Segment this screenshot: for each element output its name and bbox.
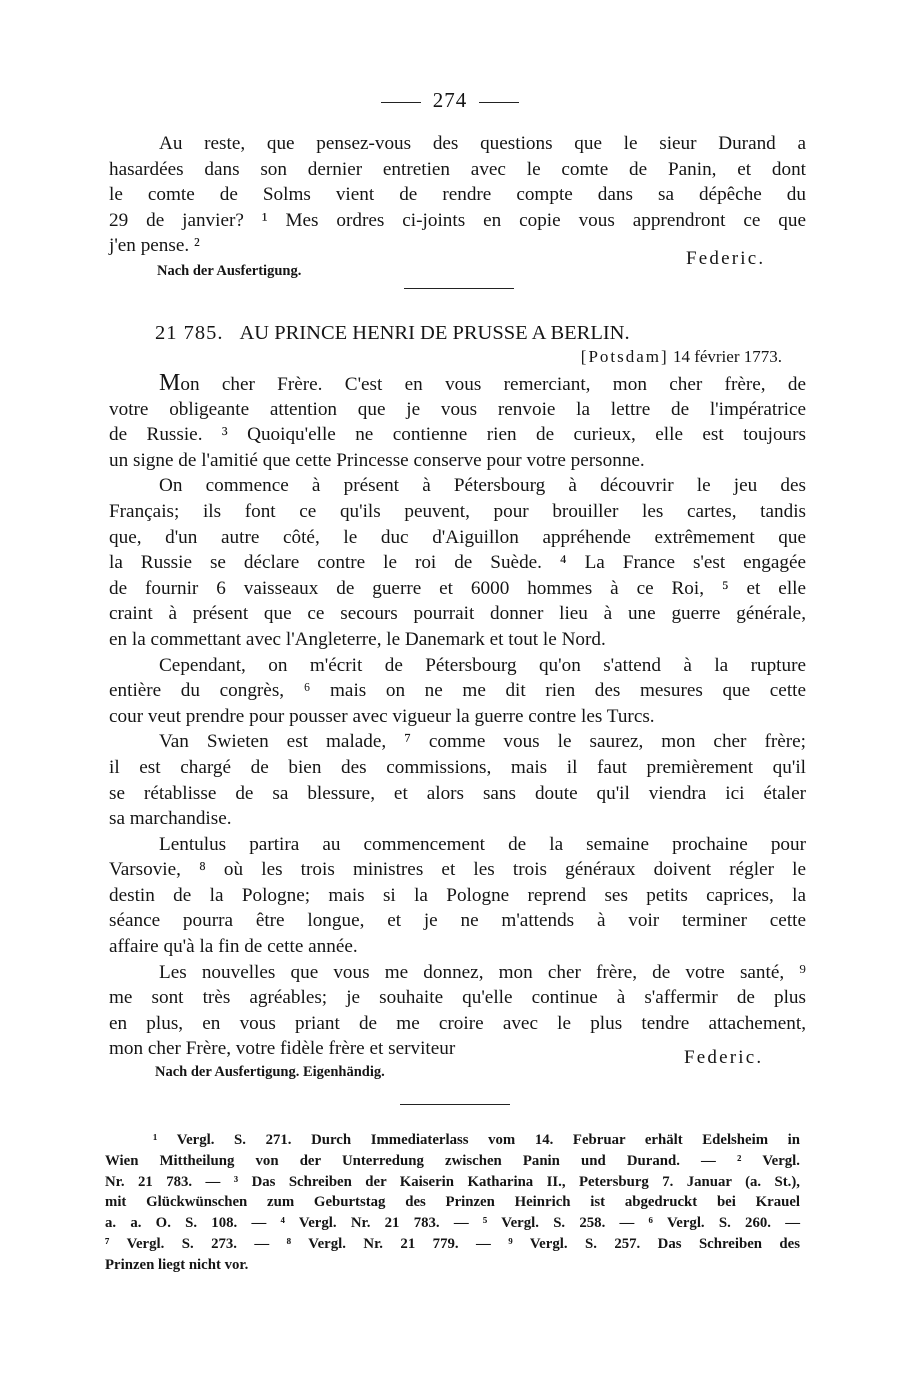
text-line: séance pourra être longue, et je ne m'attends à voir terminer cette bbox=[109, 910, 806, 932]
text-line: 29 de janvier? ¹ Mes ordres ci-joints en copie vous apprendront ce que bbox=[109, 209, 806, 231]
footnote-line: Wien Mittheilung von der Unterredung zwischen Panin und Durand. — ² Vergl. bbox=[105, 1152, 800, 1169]
footnote-line: ¹ Vergl. S. 271. Durch Immediaterlass vom 14. Februar erhält Edelsheim in bbox=[153, 1132, 800, 1148]
text-line: un signe de l'amitié que cette Princesse conserve pour votre personne. bbox=[109, 449, 645, 471]
letter-2-body bbox=[109, 371, 806, 1062]
text-line: affaire qu'à la fin de cette année. bbox=[109, 936, 358, 958]
letter-2-source-note: Nach der Ausfertigung. Eigenhändig. bbox=[155, 1064, 385, 1080]
footnote-line: ⁷ Vergl. S. 273. — ⁸ Vergl. Nr. 21 779. — ⁹ Vergl. S. 257. Das Schreiben des bbox=[105, 1235, 800, 1252]
text-line: cour veut prendre pour pousser avec vigueur la guerre contre les Turcs. bbox=[109, 705, 655, 727]
date: 14 février 1773. bbox=[672, 347, 782, 366]
text-line: il est chargé de bien des commissions, mais il faut premièrement qu'il bbox=[109, 756, 806, 778]
text-line: de Russie. ³ Quoiqu'elle ne contienne rien de curieux, elle est toujours bbox=[109, 424, 806, 446]
letter-number: 21 785. bbox=[155, 322, 224, 344]
text-line: On commence à présent à Pétersbourg à découvrir le jeu des bbox=[159, 475, 806, 497]
text-line: hasardées dans son dernier entretien avec le comte de Panin, et dont bbox=[109, 158, 806, 180]
footnote-divider bbox=[400, 1104, 510, 1105]
text-line: la Russie se déclare contre le roi de Suède. ⁴ La France s'est engagée bbox=[109, 552, 806, 574]
salutation-initial: M bbox=[159, 370, 181, 396]
text-line: entière du congrès, ⁶ mais on ne me dit rien des mesures que cette bbox=[109, 680, 806, 702]
letter-1-signature: Federic. bbox=[686, 248, 766, 269]
text-line: votre obligeante attention que je vous renvoie la lettre de l'impératrice bbox=[109, 398, 806, 420]
letter-1-body bbox=[109, 131, 806, 259]
letter-2-heading bbox=[155, 322, 630, 345]
text-line: me sont très agréables; je souhaite qu'elle continue à s'affermir de plus bbox=[109, 987, 806, 1009]
text-line: se rétablisse de sa blessure, et alors sans doute qu'il viendra ici étaler bbox=[109, 782, 806, 804]
text-line: de fournir 6 vaisseaux de guerre et 6000 hommes à ce Roi, ⁵ et elle bbox=[109, 577, 806, 599]
text-line-rest: on cher Frère. C'est en vous remerciant, mon cher frère, de bbox=[180, 374, 806, 395]
text-line: Français; ils font ce qu'ils peuvent, pour brouiller les cartes, tandis bbox=[109, 500, 806, 522]
footnote-line: Nr. 21 783. — ³ Das Schreiben der Kaiserin Katharina II., Petersburg 7. Januar (a. St.), bbox=[105, 1173, 800, 1190]
text-line: en plus, en vous priant de me croire avec le plus tendre attachement, bbox=[109, 1012, 806, 1034]
text-line bbox=[109, 371, 806, 397]
text-line: Les nouvelles que vous me donnez, mon cher frère, de votre santé, ⁹ bbox=[159, 961, 806, 983]
date-place: [Potsdam] bbox=[580, 347, 669, 366]
footnotes bbox=[105, 1130, 800, 1276]
text-line: j'en pense. ² bbox=[109, 235, 200, 257]
page-number-left-dash bbox=[381, 102, 421, 103]
text-line: Varsovie, ⁸ où les trois ministres et les trois généraux doivent régler le bbox=[109, 859, 806, 881]
footnote-line: a. a. O. S. 108. — ⁴ Vergl. Nr. 21 783. — ⁵ Vergl. S. 258. — ⁶ Vergl. S. 260. — bbox=[105, 1215, 800, 1232]
footnote-line: mit Glückwünschen zum Geburtstag des Prinzen Heinrich ist abgedruckt bei Krauel bbox=[105, 1194, 800, 1211]
page-number bbox=[0, 88, 900, 113]
footnote-line: Prinzen liegt nicht vor. bbox=[105, 1256, 249, 1273]
text-line: en la commettant avec l'Angleterre, le Danemark et tout le Nord. bbox=[109, 628, 606, 650]
letter-1-source-note: Nach der Ausfertigung. bbox=[157, 263, 302, 279]
text-line: Cependant, on m'écrit de Pétersbourg qu'on s'attend à la rupture bbox=[159, 654, 806, 676]
text-line: Lentulus partira au commencement de la semaine prochaine pour bbox=[159, 833, 806, 855]
letter-2-signature: Federic. bbox=[684, 1047, 764, 1068]
page-number-text: 274 bbox=[432, 88, 468, 112]
text-line: mon cher Frère, votre fidèle frère et serviteur bbox=[109, 1038, 456, 1060]
text-line: sa marchandise. bbox=[109, 808, 232, 830]
section-divider bbox=[404, 288, 514, 289]
text-line: le comte de Solms vient de rendre compte dans sa dépêche du bbox=[109, 184, 806, 206]
text-line: craint à présent que ce secours pourrait donner lieu à une guerre générale, bbox=[109, 603, 806, 625]
letter-2-dateline bbox=[581, 347, 782, 367]
letter-title: AU PRINCE HENRI DE PRUSSE A BERLIN. bbox=[239, 322, 630, 344]
text-line: Au reste, que pensez-vous des questions que le sieur Durand a bbox=[159, 133, 806, 154]
page-number-right-dash bbox=[479, 102, 519, 103]
text-line: que, d'un autre côté, le duc d'Aiguillon appréhende extrêmement que bbox=[109, 526, 806, 548]
text-line: destin de la Pologne; mais si la Pologne reprend ses petits caprices, la bbox=[109, 884, 806, 906]
text-line: Van Swieten est malade, ⁷ comme vous le saurez, mon cher frère; bbox=[159, 731, 806, 753]
